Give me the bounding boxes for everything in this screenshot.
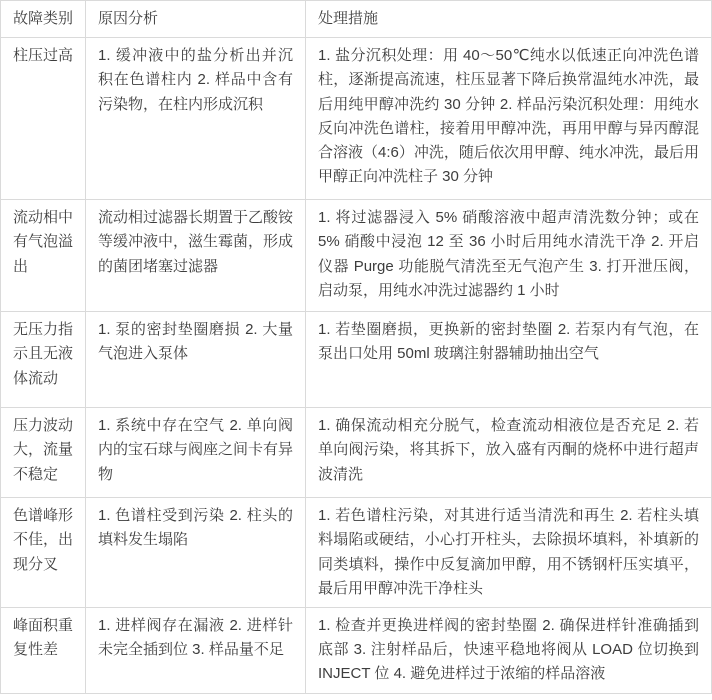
measure-cell: 1. 若垫圈磨损，更换新的密封垫圈 2. 若泵内有气泡，在泵出口处用 50ml 玻璃注射器辅助抽出空气 [306,312,712,408]
category-cell: 压力波动大，流量不稳定 [1,408,86,498]
measure-cell: 1. 将过滤器浸入 5% 硝酸溶液中超声清洗数分钟；或在 5% 硝酸中浸泡 12 至 36 小时后用纯水清洗干净 2. 开启仪器 Purge 功能脱气清洗至无气泡产生 3. 打开泄压阀，启动泵，用纯水冲洗过滤器约 1 小时 [306,200,712,312]
table-header-row [1,1,712,38]
category-cell: 无压力指示且无液体流动 [1,312,86,408]
header-fault-category: 故障类别 [1,1,86,38]
category-cell: 色谱峰形不佳，出现分叉 [1,498,86,608]
table-row [1,200,712,312]
table-row [1,408,712,498]
cause-cell: 1. 缓冲液中的盐分析出并沉积在色谱柱内 2. 样品中含有污染物，在柱内形成沉积 [86,38,306,200]
cause-cell: 1. 系统中存在空气 2. 单向阀内的宝石球与阀座之间卡有异物 [86,408,306,498]
table-row [1,312,712,408]
category-cell: 峰面积重复性差 [1,608,86,694]
table-row [1,498,712,608]
category-cell: 流动相中有气泡溢出 [1,200,86,312]
cause-cell: 流动相过滤器长期置于乙酸铵等缓冲液中，滋生霉菌，形成的菌团堵塞过滤器 [86,200,306,312]
measure-cell: 1. 若色谱柱污染，对其进行适当清洗和再生 2. 若柱头填料塌陷或硬结，小心打开柱头，去除损坏填料，补填新的同类填料，操作中反复滴加甲醇，用不锈钢杆压实填平，最后用甲醇冲洗干净柱头 [306,498,712,608]
measure-cell: 1. 盐分沉积处理：用 40～50℃纯水以低速正向冲洗色谱柱，逐渐提高流速，柱压显著下降后换常温纯水冲洗，最后用纯甲醇冲洗约 30 分钟 2. 样品污染沉积处理：用纯水反向冲洗色谱柱，接着用甲醇冲洗，再用甲醇与异丙醇混合溶液（4:6）冲洗，随后依次用甲醇、纯水冲洗，最后用甲醇正向冲洗柱子 30 分钟 [306,38,712,200]
cause-cell: 1. 进样阀存在漏液 2. 进样针未完全插到位 3. 样品量不足 [86,608,306,694]
measure-cell: 1. 检查并更换进样阀的密封垫圈 2. 确保进样针准确插到底部 3. 注射样品后，快速平稳地将阀从 LOAD 位切换到 INJECT 位 4. 避免进样过于浓缩的样品溶液 [306,608,712,694]
cause-cell: 1. 色谱柱受到污染 2. 柱头的填料发生塌陷 [86,498,306,608]
header-measures: 处理措施 [306,1,712,38]
measure-cell: 1. 确保流动相充分脱气，检查流动相液位是否充足 2. 若单向阀污染，将其拆下，放入盛有丙酮的烧杯中进行超声波清洗 [306,408,712,498]
category-cell: 柱压过高 [1,38,86,200]
table-row [1,38,712,200]
table-row [1,608,712,694]
cause-cell: 1. 泵的密封垫圈磨损 2. 大量气泡进入泵体 [86,312,306,408]
header-cause-analysis: 原因分析 [86,1,306,38]
